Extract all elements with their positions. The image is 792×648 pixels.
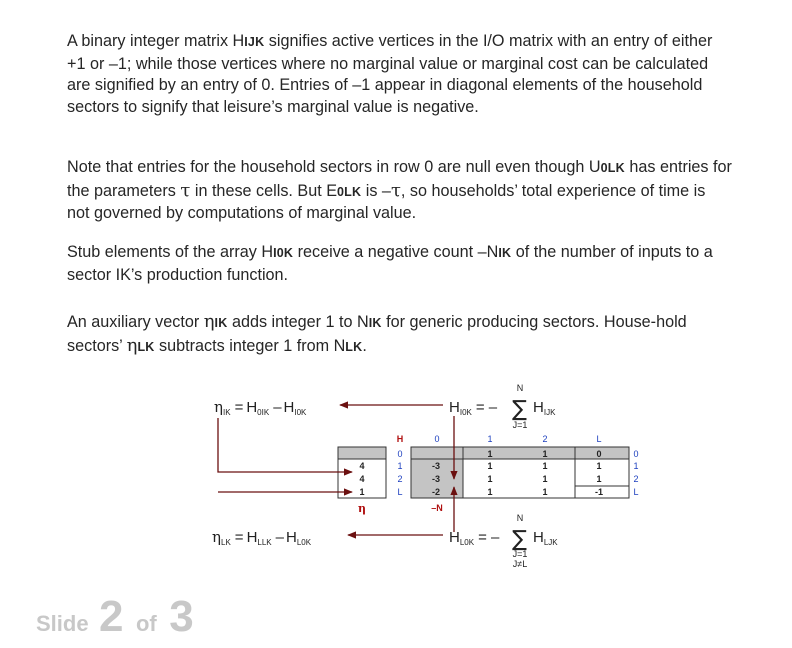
- svg-text:2: 2: [633, 474, 639, 484]
- svg-text:4: 4: [359, 461, 365, 471]
- svg-text:4: 4: [359, 474, 365, 484]
- svg-text:0: 0: [434, 434, 440, 444]
- svg-text:1: 1: [397, 461, 403, 471]
- svg-text:1: 1: [487, 449, 493, 459]
- svg-text:0: 0: [596, 449, 602, 459]
- svg-text:1: 1: [542, 474, 548, 484]
- svg-text:L: L: [633, 487, 639, 497]
- h-l0k-sum-equation: [449, 513, 558, 569]
- paragraph-auxiliary-vector: An auxiliary vector ηIK adds integer 1 to NIK for generic producing sectors. House-hold sectors’ ηLK subtracts integer 1 from NLK.: [67, 311, 687, 356]
- svg-text:1: 1: [359, 487, 365, 497]
- column-headers: [434, 434, 601, 444]
- paragraph-binary-matrix: A binary integer matrix HIJK signifies active vertices in the I/O matrix with an entry of either +1 or –1; while those vertices where no marginal value or marginal cost can be calculated are signified by an entry of 0. Entries of –1 appear in diagonal elements of the household sectors to signify that leisure’s marginal value is negative.: [67, 32, 713, 116]
- svg-text:1: 1: [542, 487, 548, 497]
- svg-text:0: 0: [397, 449, 403, 459]
- svg-text:1: 1: [487, 434, 493, 444]
- svg-text:-2: -2: [431, 487, 441, 497]
- svg-text:L: L: [596, 434, 602, 444]
- svg-text:HIJK: $H_{IJK}$: [533, 399, 556, 417]
- matrix-shading: [338, 447, 629, 498]
- svg-text:ηLK=HLLK–HL0K: $\eta_{LK} = H_{LLK} - H_{L0K}$: [212, 528, 312, 547]
- svg-text:N: N: [516, 383, 524, 393]
- svg-text:∑: ∑: [512, 527, 527, 552]
- eta-lk-equation: [212, 528, 312, 547]
- svg-text:2: 2: [542, 434, 548, 444]
- svg-text:HL0K= –: $H_{L0K}$ = –: [449, 529, 500, 547]
- svg-text:HI0K= –: $H_{I0K}$ = –: [449, 399, 498, 417]
- paragraph-household-row: Note that entries for the household sectors in row 0 are null even though U0LK has entries for the parameters τ in these cells. But E0LK is –τ, so households’ total experience of time is not governed by computations of marginal value.: [67, 158, 732, 222]
- eta-column: [359, 461, 364, 497]
- eta-label: η: [358, 502, 366, 515]
- svg-text:∑: ∑: [512, 397, 527, 422]
- right-row-labels: [633, 449, 638, 497]
- svg-text:L: L: [397, 487, 403, 497]
- svg-text:1: 1: [542, 461, 548, 471]
- svg-text:H: H: [396, 434, 404, 444]
- svg-text:1: 1: [596, 474, 602, 484]
- slide-counter: Slide 2 of 3: [36, 592, 194, 641]
- svg-text:1: 1: [596, 461, 602, 471]
- h-i0k-sum-equation: [449, 383, 556, 430]
- svg-text:ηIK=H0IK–HI0K: $\eta_{IK} = H_{0IK} - H_{I0K}$: [214, 398, 307, 417]
- paragraph-stub-elements: Stub elements of the array HI0K receive a negative count –NIK of the number of inputs to a sector IK’s production function.: [67, 243, 713, 284]
- svg-text:1: 1: [633, 461, 639, 471]
- svg-text:J≠L: J≠L: [512, 559, 528, 569]
- svg-text:1: 1: [487, 487, 493, 497]
- svg-text:J=1: J=1: [512, 420, 528, 430]
- svg-text:2: 2: [397, 474, 403, 484]
- svg-text:1: 1: [542, 449, 548, 459]
- svg-text:-3: -3: [431, 474, 441, 484]
- svg-text:0: 0: [633, 449, 639, 459]
- svg-text:HLJK: $H_{LJK}$: [533, 529, 558, 547]
- svg-text:-1: -1: [594, 487, 604, 497]
- neg-n-label: –N: [431, 503, 443, 513]
- row-headers: [397, 434, 404, 497]
- svg-text:N: N: [516, 513, 524, 523]
- svg-text:J=1: J=1: [512, 549, 528, 559]
- svg-text:-3: -3: [431, 461, 441, 471]
- svg-text:1: 1: [487, 474, 493, 484]
- eta-ik-equation: [214, 398, 307, 417]
- svg-text:1: 1: [487, 461, 493, 471]
